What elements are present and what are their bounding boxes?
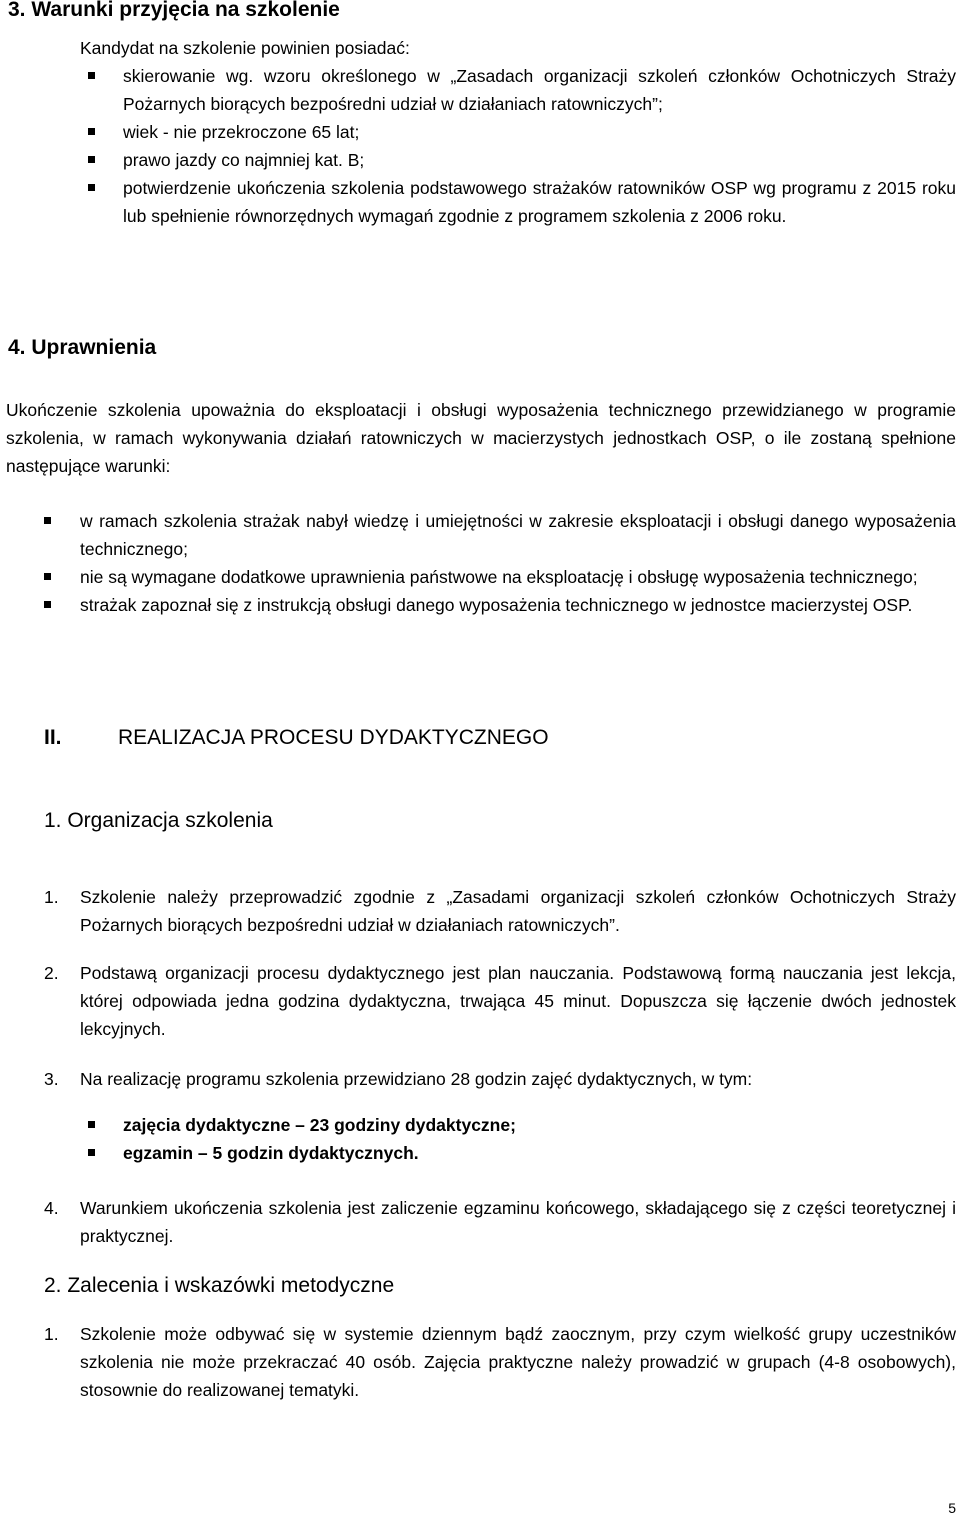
square-bullet-icon xyxy=(44,573,51,580)
square-bullet-icon xyxy=(88,72,95,79)
section-3-intro: Kandydat na szkolenie powinien posiadać: xyxy=(80,38,410,58)
numbered-item xyxy=(44,1320,956,1404)
numbered-item xyxy=(44,1194,956,1250)
item-text: Podstawą organizacji procesu dydaktycznego jest plan nauczania. Podstawową formą nauczania jest lekcja, której odpowiada jedna godzina dydaktyczna, trwająca 45 minut. Dopuszcza się łączenie dwóch jednostek lekcyjnych. xyxy=(80,963,956,1039)
list-item xyxy=(88,1111,956,1139)
list-item xyxy=(88,146,956,174)
organization-list-continued xyxy=(44,1194,956,1250)
methods-list xyxy=(44,1320,956,1404)
list-item xyxy=(88,118,956,146)
list-item-text: strażak zapoznał się z instrukcją obsługi danego wyposażenia technicznego w jednostce macierzystej OSP. xyxy=(80,595,913,615)
methods-heading: 2. Zalecenia i wskazówki metodyczne xyxy=(44,1274,395,1297)
item-text: Szkolenie należy przeprowadzić zgodnie z „Zasadami organizacji szkoleń członków Ochotniczych Straży Pożarnych biorących bezpośredni udział w działaniach ratowniczych”. xyxy=(80,887,956,935)
square-bullet-icon xyxy=(88,184,95,191)
item-number: 4. xyxy=(44,1198,59,1218)
part-numeral: II. xyxy=(44,726,62,749)
square-bullet-icon xyxy=(88,128,95,135)
organization-heading: 1. Organizacja szkolenia xyxy=(44,809,273,832)
list-item-text: prawo jazdy co najmniej kat. B; xyxy=(123,150,365,170)
item-text: Warunkiem ukończenia szkolenia jest zaliczenie egzaminu końcowego, składającego się z części teoretycznej i praktycznej. xyxy=(80,1198,956,1246)
list-item xyxy=(88,62,956,118)
list-item-text: nie są wymagane dodatkowe uprawnienia państwowe na eksploatację i obsługę wyposażenia technicznego; xyxy=(80,567,918,587)
organization-list xyxy=(44,883,956,1093)
page-number: 5 xyxy=(948,1500,956,1516)
list-item-text: wiek - nie przekroczone 65 lat; xyxy=(123,122,360,142)
section-4-heading: 4. Uprawnienia xyxy=(8,336,157,359)
item-number: 1. xyxy=(44,1324,59,1344)
list-item-text: egzamin – 5 godzin dydaktycznych. xyxy=(123,1143,419,1163)
section-4-list xyxy=(44,507,956,619)
list-item xyxy=(44,507,956,563)
item-number: 1. xyxy=(44,887,59,907)
square-bullet-icon xyxy=(44,517,51,524)
item-text: Na realizację programu szkolenia przewidziano 28 godzin zajęć dydaktycznych, w tym: xyxy=(80,1069,753,1089)
item-text: Szkolenie może odbywać się w systemie dziennym bądź zaocznym, przy czym wielkość grupy uczestników szkolenia nie może przekraczać 40 osób. Zajęcia praktyczne należy prowadzić w grupach (4-8 osobowych), stosownie do realizowanej tematyki. xyxy=(80,1324,956,1400)
numbered-item xyxy=(44,1065,956,1093)
square-bullet-icon xyxy=(44,601,51,608)
square-bullet-icon xyxy=(88,156,95,163)
list-item xyxy=(88,174,956,230)
square-bullet-icon xyxy=(88,1121,95,1128)
list-item xyxy=(88,1139,956,1167)
item-number: 2. xyxy=(44,963,59,983)
section-3-list xyxy=(88,62,956,230)
part-title: REALIZACJA PROCESU DYDAKTYCZNEGO xyxy=(118,726,549,749)
numbered-item xyxy=(44,883,956,939)
numbered-item xyxy=(44,959,956,1043)
list-item-text: skierowanie wg. wzoru określonego w „Zasadach organizacji szkoleń członków Ochotniczych Straży Pożarnych biorących bezpośredni udział w działaniach ratowniczych”; xyxy=(123,66,956,114)
list-item xyxy=(44,563,956,591)
list-item-text: w ramach szkolenia strażak nabył wiedzę i umiejętności w zakresie eksploatacji i obsługi danego wyposażenia technicznego; xyxy=(80,511,956,559)
item-number: 3. xyxy=(44,1069,59,1089)
list-item-text: potwierdzenie ukończenia szkolenia podstawowego strażaków ratowników OSP wg programu z 2015 roku lub spełnienie równorzędnych wymagań zgodnie z programem szkolenia z 2006 roku. xyxy=(123,178,956,226)
list-item-text: zajęcia dydaktyczne – 23 godziny dydaktyczne; xyxy=(123,1115,516,1135)
section-4-paragraph: Ukończenie szkolenia upoważnia do eksploatacji i obsługi wyposażenia technicznego przewidzianego w programie szkolenia, w ramach wykonywania działań ratowniczych w macierzystych jednostkach OSP, o ile zostaną spełnione następujące warunki: xyxy=(6,400,956,476)
list-item xyxy=(44,591,956,619)
hours-list xyxy=(88,1111,956,1167)
section-3-heading: 3. Warunki przyjęcia na szkolenie xyxy=(8,0,340,21)
square-bullet-icon xyxy=(88,1149,95,1156)
